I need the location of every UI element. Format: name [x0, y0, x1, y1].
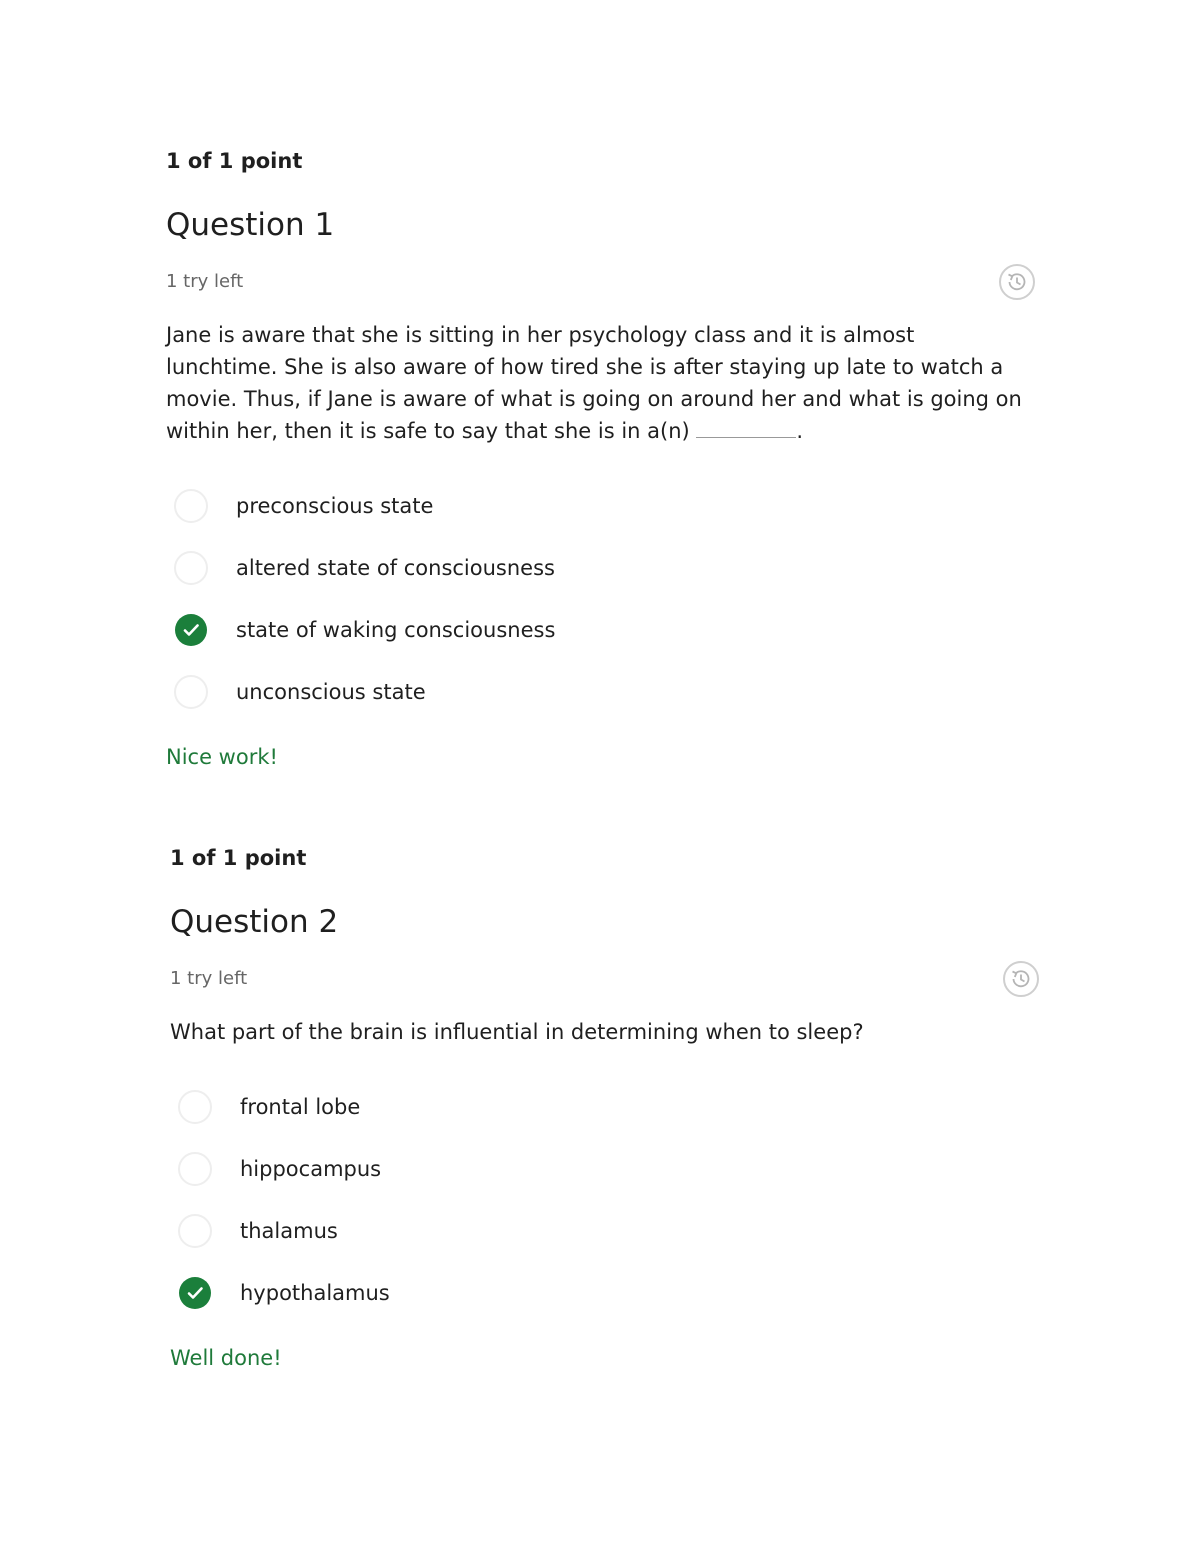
prompt-text: What part of the brain is influential in determining when to sleep? — [170, 1020, 864, 1044]
question-title: Question 2 — [170, 904, 339, 940]
option-label: hypothalamus — [240, 1281, 390, 1305]
radio-unselected-icon[interactable] — [178, 1214, 212, 1248]
question-prompt — [170, 1016, 1030, 1048]
answer-options — [166, 475, 1036, 723]
tries-left: 1 try left — [170, 968, 248, 989]
check-circle-icon[interactable] — [174, 613, 208, 647]
radio-unselected-icon[interactable] — [174, 551, 208, 585]
fill-in-blank — [696, 419, 796, 438]
option-label: state of waking consciousness — [236, 618, 556, 642]
option-label: preconscious state — [236, 494, 434, 518]
check-circle-icon[interactable] — [178, 1276, 212, 1310]
answer-option[interactable] — [166, 661, 1036, 723]
answer-option[interactable] — [170, 1076, 1040, 1138]
radio-unselected-icon[interactable] — [178, 1152, 212, 1186]
radio-unselected-icon[interactable] — [178, 1090, 212, 1124]
question-title: Question 1 — [166, 207, 335, 243]
history-icon[interactable] — [1002, 960, 1040, 998]
prompt-text: Jane is aware that she is sitting in her psychology class and it is almost lunchtime. She is also aware of how tired she is after staying up late to watch a movie. Thus, if Jane is aware of what is going on around her and what is going on within her, then it is safe to say that she is in a(n) — [166, 323, 1022, 443]
radio-unselected-icon[interactable] — [174, 675, 208, 709]
answer-option-selected[interactable] — [166, 599, 1036, 661]
radio-unselected-icon[interactable] — [174, 489, 208, 523]
question-2 — [170, 840, 1040, 1370]
answer-option-selected[interactable] — [170, 1262, 1040, 1324]
feedback-message: Nice work! — [166, 745, 278, 769]
history-icon[interactable] — [998, 263, 1036, 301]
option-label: altered state of consciousness — [236, 556, 555, 580]
answer-option[interactable] — [170, 1200, 1040, 1262]
tries-left: 1 try left — [166, 271, 244, 292]
option-label: frontal lobe — [240, 1095, 361, 1119]
tries-row — [170, 964, 1040, 994]
tries-row — [166, 267, 1036, 297]
question-1 — [166, 143, 1036, 769]
question-prompt — [166, 319, 1026, 447]
answer-option[interactable] — [166, 475, 1036, 537]
prompt-suffix: . — [796, 419, 804, 443]
answer-options — [170, 1076, 1040, 1324]
points-score: 1 of 1 point — [166, 149, 303, 173]
feedback-message: Well done! — [170, 1346, 282, 1370]
option-label: hippocampus — [240, 1157, 382, 1181]
option-label: thalamus — [240, 1219, 338, 1243]
option-label: unconscious state — [236, 680, 426, 704]
answer-option[interactable] — [170, 1138, 1040, 1200]
answer-option[interactable] — [166, 537, 1036, 599]
points-score: 1 of 1 point — [170, 846, 307, 870]
